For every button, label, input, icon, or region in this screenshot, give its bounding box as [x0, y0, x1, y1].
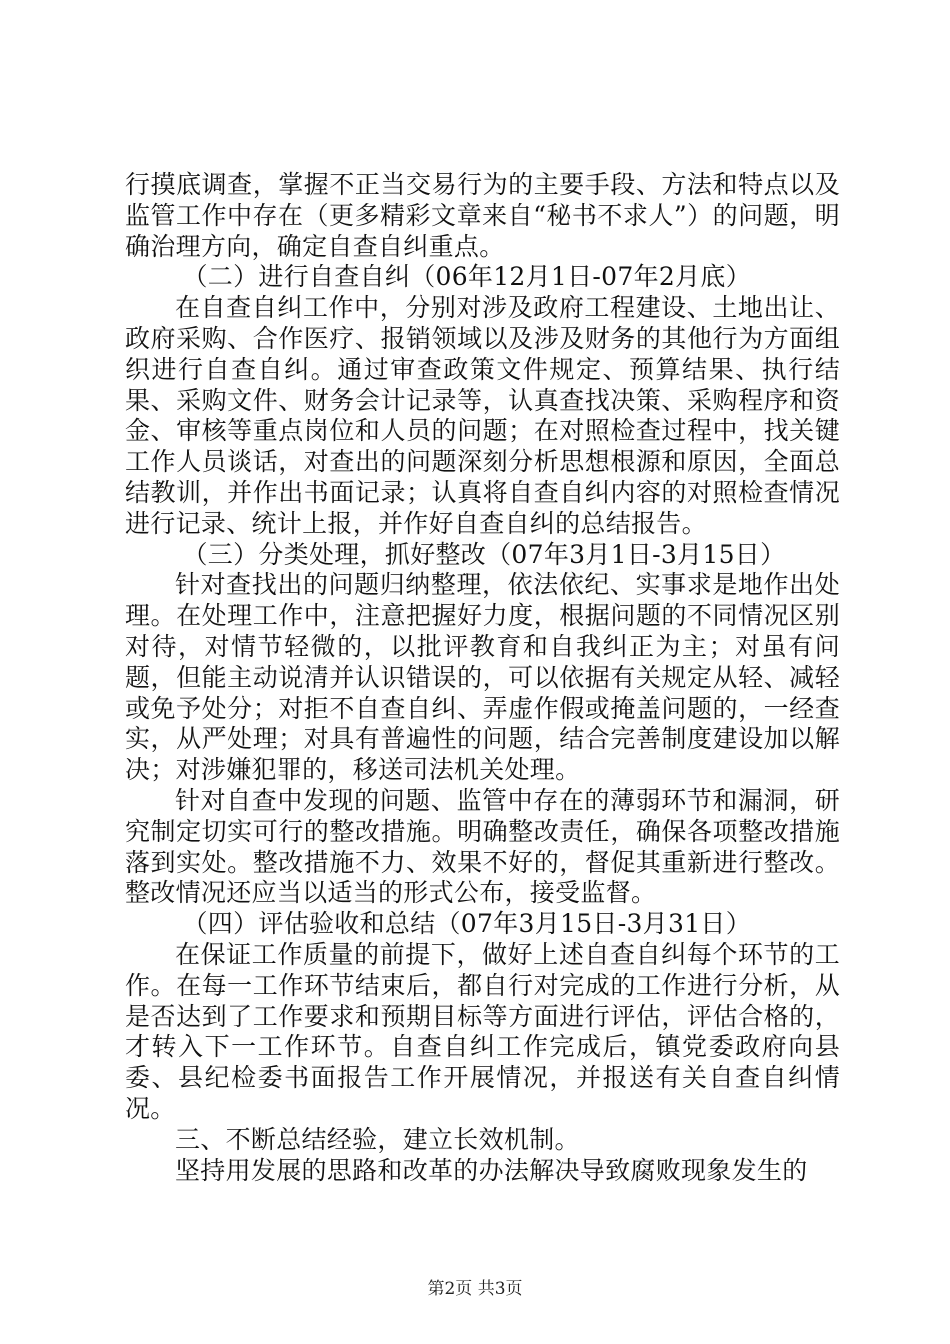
paragraph: 针对查找出的问题归纳整理，依法依纪、实事求是地作出处理。在处理工作中，注意把握好力度，根据问题的不同情况区别对待，对情节轻微的，以批评教育和自我纠正为主；对虽有问题，但能主动说清并认识错误的，可以依据有关规定从轻、减轻或免予处分；对拒不自查自纠、弄虚作假或掩盖问题的，一经查实，从严处理；对具有普遍性的问题，结合完善制度建设加以解决；对涉嫌犯罪的，移送司法机关处理。: [125, 570, 840, 785]
document-body: [125, 170, 840, 1186]
section-heading-2: （二）进行自查自纠（06年12月1日-07年2月底）: [182, 262, 751, 292]
paragraph: 在自查自纠工作中，分别对涉及政府工程建设、土地出让、政府采购、合作医疗、报销领域以及涉及财务的其他行为方面组织进行自查自纠。通过审查政策文件规定、预算结果、执行结果、采购文件、财务会计记录等，认真查找决策、采购程序和资金、审核等重点岗位和人员的问题；在对照检查过程中，找关键工作人员谈话，对查出的问题深刻分析思想根源和原因，全面总结教训，并作出书面记录；认真将自查自纠内容的对照检查情况进行记录、统计上报，并作好自查自纠的总结报告。: [125, 293, 840, 538]
section-heading-4: （四）评估验收和总结（07年3月15日-3月31日）: [182, 909, 751, 939]
paragraph: 针对自查中发现的问题、监管中存在的薄弱环节和漏洞，研究制定切实可行的整改措施。明确整改责任，确保各项整改措施落到实处。整改措施不力、效果不好的，督促其重新进行整改。整改情况还应当以适当的形式公布，接受监督。: [125, 785, 840, 908]
paragraph: 在保证工作质量的前提下，做好上述自查自纠每个环节的工作。在每一工作环节结束后，都自行对完成的工作进行分析，从是否达到了工作要求和预期目标等方面进行评估，评估合格的，才转入下一工作环节。自查自纠工作完成后，镇党委政府向县委、县纪检委书面报告工作开展情况，并报送有关自查自纠情况。: [125, 939, 840, 1123]
page-number-footer: 第2页 共3页: [427, 1279, 523, 1299]
section-heading-main-3: 三、不断总结经验，建立长效机制。: [175, 1124, 580, 1154]
paragraph: 坚持用发展的思路和改革的办法解决导致腐败现象发生的: [175, 1155, 808, 1185]
paragraph-continuation: 行摸底调查，掌握不正当交易行为的主要手段、方法和特点以及监管工作中存在（更多精彩文章来自“秘书不求人”）的问题，明确治理方向，确定自查自纠重点。: [125, 170, 840, 261]
section-heading-3: （三）分类处理，抓好整改（07年3月1日-3月15日）: [182, 539, 786, 569]
